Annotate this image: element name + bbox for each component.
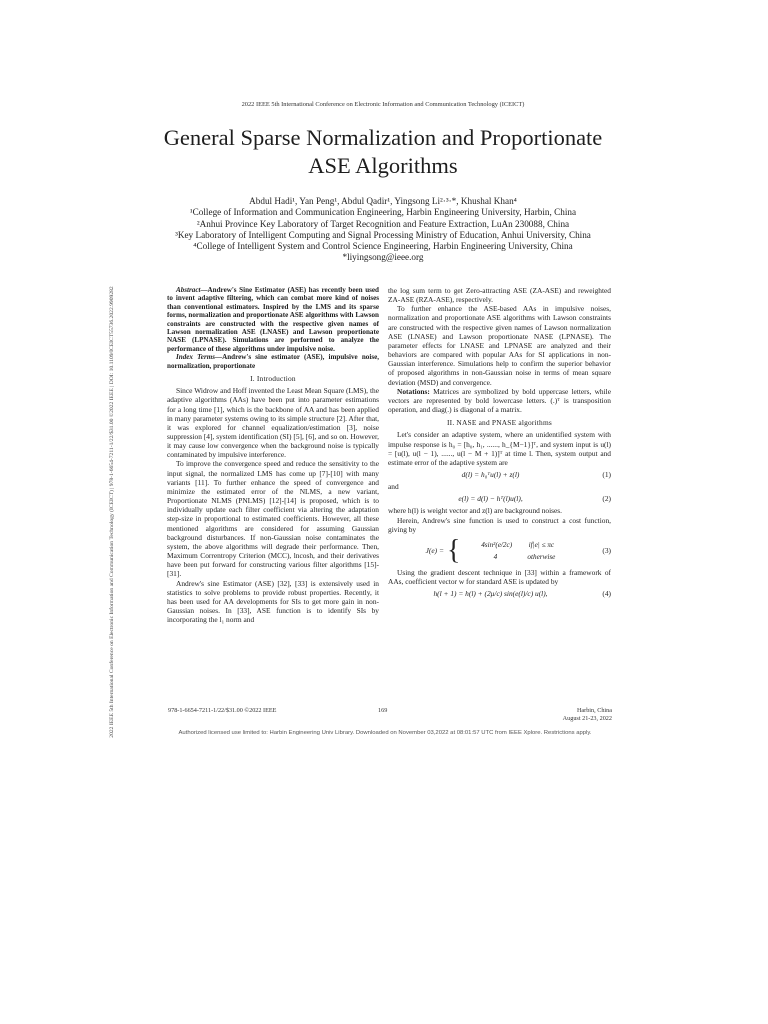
body-paragraph: Using the gradient descent technique in [33] within a framework of AAs, coefficient vector w for standard ASE is updated by: [388, 567, 611, 587]
body-paragraph: Let's consider an adaptive system, where an unidentified system with impulse response is h₀ = [h₀, h₁, ......, h_{M−1}]ᵀ, and system input is u(l) = [u(l), u(l − 1), ......, u(l − M + 1)]ᵀ at time l. Then, system output and estimate error of the adaptive system are: [388, 430, 611, 467]
affiliation-3: ³Key Laboratory of Intelligent Computing and Signal Processing Ministry of Education, Anhui University, China: [175, 229, 591, 240]
footer-location: [560, 707, 612, 723]
case-1-cond: if|e| ≤ πc: [528, 540, 555, 549]
equation-4-number: (4): [602, 589, 611, 599]
footer-date: August 21-23, 2022: [562, 715, 612, 722]
right-column: [388, 286, 611, 601]
equation-3-lhs: J(e) =: [425, 546, 444, 556]
index-terms-text: —Andrew's sine estimator (ASE), impulsive noise, normalization, proportionate: [167, 353, 379, 370]
author-names: Abdul Hadi¹, Yan Peng¹, Abdul Qadir¹, Yingsong Li²·³·*, Khushal Khan⁴: [249, 196, 517, 206]
case-2-cond: otherwise: [527, 552, 556, 561]
intro-paragraph: Since Widrow and Hoff invented the Least Mean Square (LMS), the adaptive algorithms (AAs) have been put into parameter estimations for a long time [1], which is the backbone of AA and has been applied in many parameter systems owing to its simple structure [2]. After that, it was explored for channel equalization/estimation [3], noise suppression [4], system identification (SI) [5], [6], and so on. However, it may cause low convergence when the background noise is typically contaminated by impulsive interference.: [167, 386, 379, 460]
body-paragraph: the log sum term to get Zero-attracting ASE (ZA-ASE) and reweighted ZA-ASE (RZA-ASE), respectively.: [388, 286, 611, 305]
intro-paragraph: Andrew's sine Estimator (ASE) [32], [33] is extensively used in statistics to solve problems to provide robust properties. Recently, it has been used for AA developments for SIs to get more gain in non-Gaussian noises. In [33], ASE function is to identify SIs by incorporating the l₁ norm and: [167, 578, 379, 625]
equation-1-expr: d(l) = h₀ᵀu(l) + z(l): [461, 469, 520, 479]
section-heading-algorithms: II. NASE and PNASE algorithms: [447, 418, 552, 428]
side-doi-text: 2022 IEEE 5th International Conference on Electronic Information and Communication Technology (ICEICT) | 978-1-6654-7211-1/22/$31.00 ©2022 IEEE | DOI: 10.1109/ICEICT55736.2022.9909282: [109, 286, 115, 738]
footer-page-number: 169: [378, 707, 388, 714]
conference-header: 2022 IEEE 5th International Conference on Electronic Information and Communication Technology (ICEICT): [241, 101, 525, 108]
body-paragraph: To further enhance the ASE-based AAs in impulsive noises, normalization and proportionate ASE algorithms with Lawson constraints are constructed with the respective given names of Lawson normalization ASE (LNASE) and Lawson proportionate NASE (LPNASE). The parameter effects for LNASE and LPNASE are analyzed and their behaviors are compared with popular AAs for SI applications in non-Gaussian interference. Simulations help to confirm the superior behavior of proposed algorithms in non-Gaussian noise in terms of mean square deviation (MSD) and convergence.: [388, 304, 611, 387]
equation-3-number: (3): [602, 546, 611, 556]
footer-isbn: 978-1-6654-7211-1/22/$31.00 ©2022 IEEE: [168, 707, 277, 714]
abstract: [167, 286, 379, 353]
equation-2-expr: e(l) = d(l) − hᵀ(l)u(l),: [458, 494, 523, 504]
body-paragraph: where h(l) is weight vector and z(l) are background noises.: [388, 506, 563, 516]
section-heading-introduction: I. Introduction: [250, 374, 296, 384]
equation-2: [388, 494, 611, 503]
body-paragraph: Herein, Andrew's sine function is used to construct a cost function, giving by: [388, 515, 611, 534]
equation-1: [388, 470, 611, 479]
equation-4-expr: h(l + 1) = h(l) + (2μ/c) sin(e(l)/c) u(l),: [433, 589, 548, 599]
author-block: [150, 196, 616, 264]
index-terms: [167, 353, 379, 370]
abstract-label: Abstract: [176, 286, 201, 294]
left-column: [167, 286, 379, 624]
case-2-expr: 4: [493, 552, 498, 561]
equation-3: [388, 534, 611, 566]
affiliation-2: ²Anhui Province Key Laboratory of Target Recognition and Feature Extraction, LuAn 230088, China: [196, 218, 570, 229]
notations-paragraph: [388, 387, 611, 414]
equation-3-cases: [463, 539, 555, 563]
case-1-expr: 4sin²(e/2c): [481, 540, 513, 549]
index-terms-label: Index Terms: [176, 353, 215, 362]
notations-label: Notations:: [397, 386, 430, 396]
notations-text: Matrices are symbolized by bold uppercase letters, while vectors are represented by bold lowercase letters. (.)ᵀ is transposition operation, and diag(.) is diagonal of a matrix.: [388, 386, 611, 415]
contact-email: *liyingsong@ieee.org: [342, 252, 424, 263]
affiliation-1: ¹College of Information and Communication Engineering, Harbin Engineering University, Harbin, China: [189, 207, 577, 218]
affiliation-4: ⁴College of Intelligent System and Control Science Engineering, Harbin Engineering University, China: [193, 241, 573, 252]
paper-title: General Sparse Normalization and Proportionate ASE Algorithms: [163, 125, 603, 178]
and-text: and: [388, 482, 399, 492]
intro-paragraph: To improve the convergence speed and reduce the sensitivity to the input signal, the normalized LMS has come up [7]-[10] with many variants [11]. To further enhance the speed of convergence and minimize the estimated error of the NLMS, a new variant, Proportionate NLMS (PNLMS) [12]-[14] is proposed, which is to individually update each filter coefficient via altering the adaptation step-size in proportional to estimated coefficients. However, all these mentioned algorithms are considered for assuming Gaussian background disturbances. If non-Gaussian noise contaminates the system, the above algorithms will degrade their performance. Then, Maximum Correntropy Criterion (MCC), lncosh, and their derivatives have been put forward for constructing various filter algorithms [15]-[31].: [167, 459, 379, 579]
equation-4: [388, 589, 611, 598]
footer-city: Harbin, China: [576, 707, 612, 714]
equation-1-number: (1): [602, 469, 611, 479]
abstract-text: —Andrew's Sine Estimator (ASE) has recently been used to invent adaptive filtering, which can combat more kind of noises than conventional estimators. Inspired by the LMS and its sparse forms, normalization and proportionate ASE algorithms with Lawson constraints are constructed with the respective given names of Lawson normalization ASE (LNASE) and Lawson proportionate NASE (LPNASE). Simulations are performed to analyze the performance of these algorithms under impulsive noise.: [167, 286, 379, 353]
equation-2-number: (2): [602, 494, 611, 504]
license-notice: Authorized licensed use limited to: Harbin Engineering Univ Library. Downloaded on November 03,2022 at 08:01:57 UTC from IEEE Xplore. Restrictions apply.: [178, 730, 592, 736]
brace-symbol: {: [446, 534, 461, 566]
